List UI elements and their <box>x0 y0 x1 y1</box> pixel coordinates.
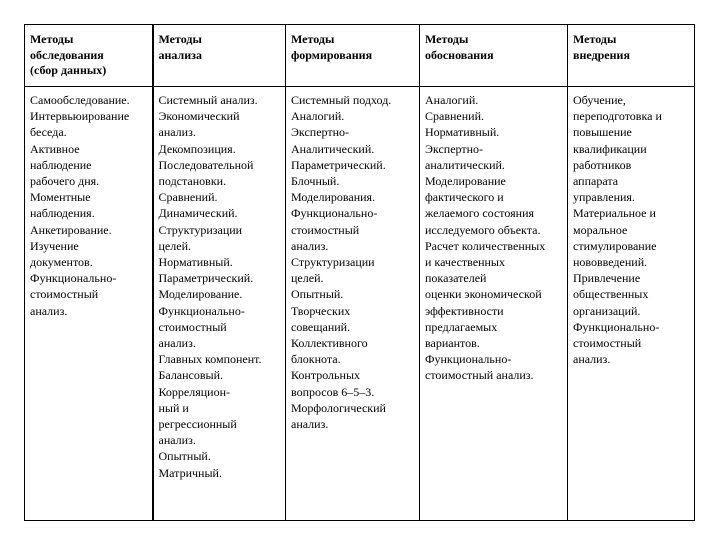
cell-line: Контрольных <box>291 368 361 383</box>
cell-line: Функционально- <box>291 206 378 221</box>
cell-line: анализ. <box>30 303 68 318</box>
header-cell-analysis <box>153 25 286 87</box>
cell-line: Опытный. <box>158 449 211 464</box>
cell-line: Матричный. <box>158 465 222 480</box>
cell-line: Аналогий. <box>291 109 345 124</box>
cell-line: Моделирование. <box>158 287 243 302</box>
cell-line: анализ. <box>158 433 196 448</box>
cell-line: блокнота. <box>291 352 341 367</box>
cell-line: Функционально- <box>158 303 245 318</box>
cell-line: Функционально- <box>573 319 660 334</box>
cell-line: показателей <box>425 271 487 286</box>
cell-line: Активное <box>30 141 80 156</box>
cell-line: наблюдение <box>30 157 92 172</box>
cell-line: предлагаемых <box>425 319 498 334</box>
header-cell-implementation <box>568 25 695 87</box>
cell-line: Функционально- <box>425 352 512 367</box>
cell-line: целей. <box>291 271 324 286</box>
cell-line: стоимостный <box>573 336 642 351</box>
cell-line: беседа. <box>30 125 67 140</box>
cell-line: Структуризации <box>291 255 375 270</box>
header-line: формирования <box>291 47 373 62</box>
cell-line: Экспертно- <box>425 141 484 156</box>
cell-line: желаемого состояния <box>425 206 535 221</box>
cell-line: наблюдения. <box>30 206 95 221</box>
cell-line: повышение <box>573 125 632 140</box>
body-row <box>25 87 695 521</box>
cell-survey-methods <box>25 87 153 521</box>
cell-line: Блочный. <box>291 174 340 189</box>
cell-line: целей. <box>158 238 191 253</box>
header-line: внедрения <box>573 47 630 62</box>
cell-line: нововведений. <box>573 255 648 270</box>
cell-line: анализ. <box>291 417 329 432</box>
header-cell-survey <box>25 25 153 87</box>
header-line: (сбор данных) <box>30 63 107 77</box>
header-line: Методы <box>158 32 202 46</box>
cell-line: Морфологический <box>291 400 386 415</box>
cell-line: фактического и <box>425 190 504 205</box>
cell-line: оценки экономической <box>425 287 542 302</box>
cell-line: подстановки. <box>158 174 227 189</box>
cell-line: Анкетирование. <box>30 222 112 237</box>
cell-line: организаций. <box>573 303 641 318</box>
cell-line: Моделирование <box>425 174 506 189</box>
cell-line: Экономический <box>158 109 240 124</box>
cell-line: Последовательной <box>158 157 254 172</box>
header-line: анализа <box>158 47 202 62</box>
cell-line: квалификации <box>573 141 647 156</box>
cell-line: документов. <box>30 255 93 270</box>
cell-line: анализ. <box>291 238 329 253</box>
cell-line: Коллективного <box>291 336 368 351</box>
cell-line: стоимостный <box>158 319 227 334</box>
header-row <box>25 25 695 87</box>
cell-line: Нормативный. <box>158 255 233 270</box>
header-line: Методы <box>573 32 617 46</box>
cell-line: стоимостный анализ. <box>425 368 534 383</box>
header-cell-justification <box>420 25 568 87</box>
cell-line: и качественных <box>425 255 505 270</box>
cell-line: Динамический. <box>158 206 238 221</box>
cell-line: вариантов. <box>425 336 480 351</box>
cell-line: Параметрический. <box>291 157 386 172</box>
cell-line: эффективности <box>425 303 504 318</box>
cell-line: Аналитический. <box>291 141 375 156</box>
cell-line: Творческих <box>291 303 351 318</box>
cell-line: регрессионный <box>158 417 237 432</box>
cell-line: Моментные <box>30 190 91 205</box>
cell-line: аналитический. <box>425 157 505 172</box>
header-line: Методы <box>425 32 469 46</box>
cell-line: анализ. <box>158 336 196 351</box>
cell-line: Корреляцион- <box>158 384 231 399</box>
cell-line: Привлечение <box>573 271 641 286</box>
cell-line: Балансовый. <box>158 368 224 383</box>
cell-line: анализ. <box>158 125 196 140</box>
cell-line: Материальное и <box>573 206 656 221</box>
cell-line: исследуемого объекта. <box>425 222 541 237</box>
cell-line: Интервьюирование <box>30 109 130 124</box>
cell-line: Опытный. <box>291 287 344 302</box>
cell-line: Функционально- <box>30 271 117 286</box>
header-line: Методы <box>291 32 335 46</box>
cell-line: Моделирования. <box>291 190 376 205</box>
cell-implementation-methods <box>568 87 695 521</box>
cell-line: Расчет количественных <box>425 238 546 253</box>
cell-line: рабочего дня. <box>30 174 100 189</box>
cell-line: ный и <box>158 400 189 415</box>
cell-line: Системный анализ. <box>158 93 258 107</box>
header-line: обследования <box>30 47 104 62</box>
cell-line: Декомпозиция. <box>158 141 236 156</box>
cell-line: общественных <box>573 287 649 302</box>
cell-line: Экспертно- <box>291 125 350 140</box>
cell-line: Обучение, <box>573 93 626 107</box>
cell-line: стоимостный <box>30 287 99 302</box>
methods-table <box>24 24 695 521</box>
cell-line: аппарата <box>573 174 619 189</box>
header-line: обоснования <box>425 47 494 62</box>
cell-line: Параметрический. <box>158 271 254 286</box>
cell-line: Структуризации <box>158 222 243 237</box>
cell-line: Системный подход. <box>291 93 392 107</box>
cell-line: Нормативный. <box>425 125 500 140</box>
cell-justification-methods <box>420 87 568 521</box>
cell-line: Изучение <box>30 238 79 253</box>
cell-line: Главных компонент. <box>158 352 262 367</box>
cell-formation-methods <box>286 87 420 521</box>
cell-line: анализ. <box>573 352 611 367</box>
header-cell-formation <box>286 25 420 87</box>
cell-line: моральное <box>573 222 628 237</box>
header-line: Методы <box>30 32 74 46</box>
cell-line: Сравнений. <box>425 109 485 124</box>
cell-line: переподготовка и <box>573 109 662 124</box>
cell-line: Сравнений. <box>158 190 218 205</box>
cell-line: управления. <box>573 190 635 205</box>
cell-analysis-methods <box>153 87 286 521</box>
cell-line: стимулирование <box>573 238 657 253</box>
cell-line: Аналогий. <box>425 93 479 107</box>
cell-line: вопросов 6–5–3. <box>291 384 375 399</box>
cell-line: стоимостный <box>291 222 360 237</box>
cell-line: Самообследование. <box>30 93 130 107</box>
cell-line: совещаний. <box>291 319 351 334</box>
cell-line: работников <box>573 157 632 172</box>
